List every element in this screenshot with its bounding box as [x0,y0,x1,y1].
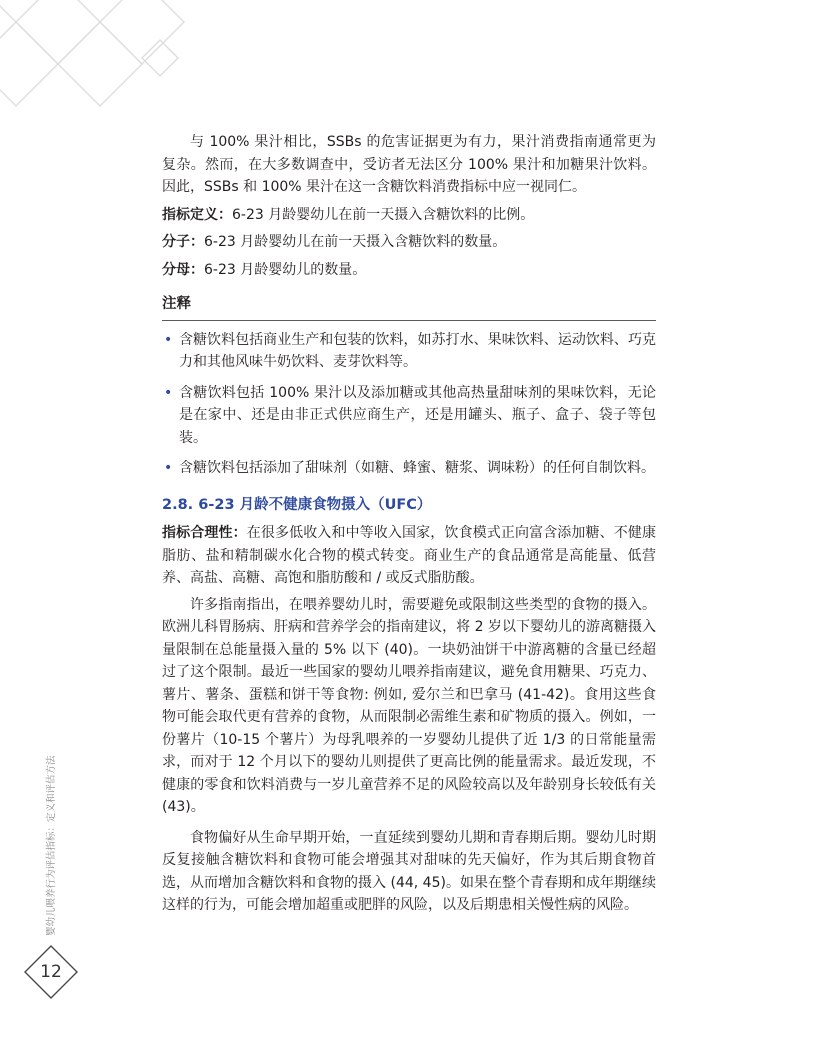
section-heading: 2.8. 6-23 月龄不健康食物摄入（UFC） [162,496,432,513]
definition-label: 指标定义： [162,206,232,223]
numerator-text: 6-23 月龄婴幼儿在前一天摄入含糖饮料的数量。 [204,234,507,250]
note-text: 含糖饮料包括 100% 果汁以及添加糖或其他高热量甜味剂的果味饮料，无论是在家中、还是由非正式供应商生产，还是用罐头、瓶子、盒子、袋子等包装。 [179,384,656,446]
indicator-definition [162,204,656,227]
list-item [162,382,656,450]
note-text: 含糖饮料包括添加了甜味剂（如糖、蜂蜜、糖浆、调味粉）的任何自制饮料。 [179,460,655,476]
list-item [162,329,656,374]
guideline-paragraph: 许多指南指出，在喂养婴幼儿时，需要避免或限制这些类型的食物的摄入。欧洲儿科胃肠病、肝病和营养学会的指南建议，将 2 岁以下婴幼儿的游离糖摄入量限制在总能量摄入量的 5% 以下 (40)。一块奶油饼干中游离糖的含量已经超过了这个限制。最近一些国家的婴幼儿喂养指南建议，避免食用糖果、巧克力、薯片、薯条、蛋糕和饼干等食物: 例如, 爱尔兰和巴拿马 (41-42)。食用这些食物可能会取代更有营养的食物，从而限制必需维生素和矿物质的摄入。例如，一份薯片（10-15 个薯片）为母乳喂养的一岁婴幼儿提供了近 1/3 的日常能量需求，而对于 12 个月以下的婴幼儿则提供了更高比例的能量需求。最近发现，不健康的零食和饮料消费与一岁儿童营养不足的风险较高以及年龄别身长较低有关 (43)。 [162,596,656,815]
notes-list [162,329,656,480]
denominator [162,259,656,282]
corner-diamond-decoration [0,0,200,140]
notes-heading: 注释 [162,293,656,321]
bullet-icon: • [164,384,173,401]
numerator [162,231,656,254]
intro-paragraph: 与 100% 果汁相比，SSBs 的危害证据更为有力，果汁消费指南通常更为复杂。然而，在大多数调查中，受访者无法区分 100% 果汁和加糖果汁饮料。因此，SSBs 和 100% 果汁在这一含糖饮料消费指标中应一视同仁。 [162,134,656,195]
denominator-label: 分母： [162,261,204,278]
bullet-icon: • [164,331,173,348]
page-number: 12 [40,962,62,982]
note-text: 含糖饮料包括商业生产和包装的饮料，如苏打水、果味饮料、运动饮料、巧克力和其他风味牛奶饮料、麦芽饮料等。 [179,331,656,370]
bullet-icon: • [164,460,173,476]
numerator-label: 分子： [162,234,204,250]
denominator-text: 6-23 月龄婴幼儿的数量。 [204,261,367,278]
definition-text: 6-23 月龄婴幼儿在前一天摄入含糖饮料的比例。 [232,206,535,223]
rationale-text: 在很多低收入和中等收入国家，饮食模式正向富含添加糖、不健康脂肪、盐和精制碳水化合物的模式转变。商业生产的食品通常是高能量、低营养、高盐、高糖、高饱和脂肪酸和 / 或反式脂肪酸。 [162,525,657,586]
list-item [162,457,656,480]
side-running-title: 婴幼儿喂养行为评估指标：定义和评估方法 [46,755,57,936]
page-content [162,131,656,917]
rationale-paragraph [162,522,656,590]
preference-paragraph: 食物偏好从生命早期开始，一直延续到婴幼儿期和青春期后期。婴幼儿时期反复接触含糖饮料和食物可能会增强其对甜味的先天偏好，作为其后期食物首选，从而增加含糖饮料和食物的摄入 (44, 45)。如果在整个青春期和成年期继续这样的行为，可能会增加超重或肥胖的风险，以及后期患相关慢性病的风险。 [162,829,656,913]
rationale-label: 指标合理性： [162,525,247,541]
